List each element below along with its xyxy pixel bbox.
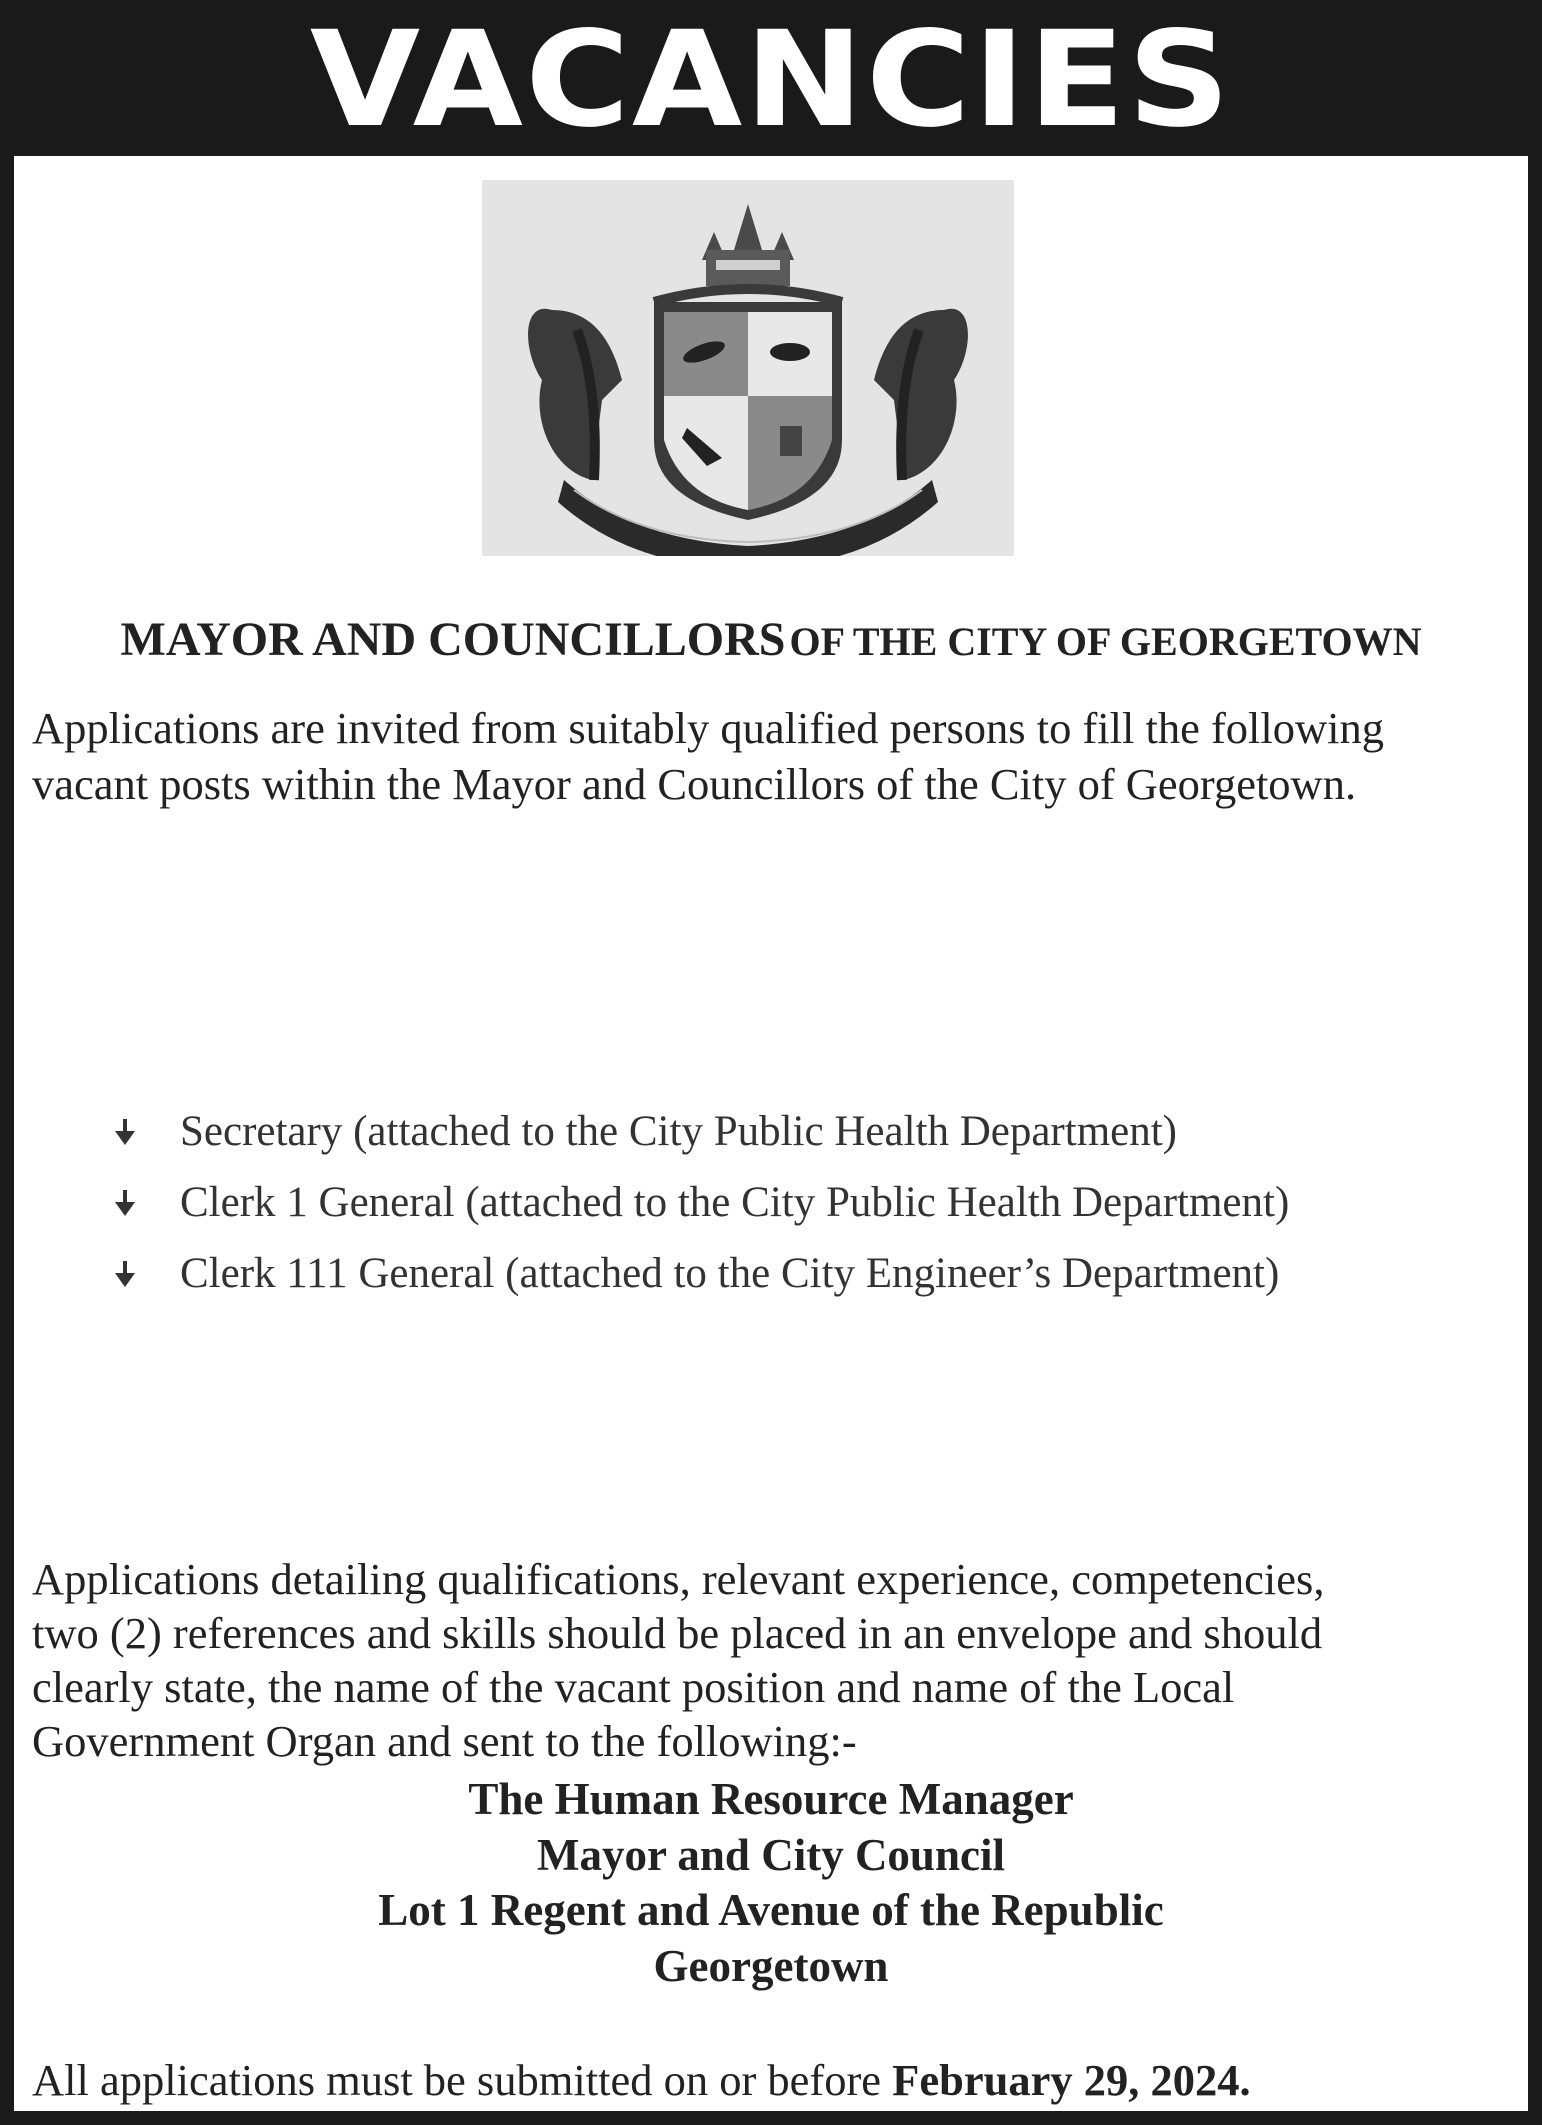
intro-line: vacant posts within the Mayor and Councillors of the City of Georgetown. [32, 759, 1357, 809]
org-heading-main: MAYOR AND COUNCILLORS [120, 613, 786, 666]
org-heading [20, 612, 1522, 667]
vacancy-item [110, 1096, 1410, 1167]
mailing-address [20, 1772, 1522, 1994]
application-details [32, 1552, 1522, 1768]
deadline-notice [32, 2052, 1522, 2108]
intro-line: Applications are invited from suitably qualified persons to fill the following [32, 703, 1385, 753]
header-bar [0, 0, 1542, 156]
crest-image [482, 180, 1014, 556]
coat-of-arms-icon [482, 180, 1014, 556]
vacancy-item [110, 1238, 1410, 1309]
intro-paragraph [32, 700, 1522, 812]
org-heading-rest: OF THE CITY OF GEORGETOWN [789, 619, 1422, 664]
address-line: Georgetown [653, 1940, 889, 1991]
deadline-date: February 29, 2024. [892, 2055, 1251, 2105]
vacancy-list [110, 1096, 1410, 1309]
deadline-prefix: All applications must be submitted on or before [32, 2055, 882, 2105]
details-line: clearly state, the name of the vacant position and name of the Local [32, 1662, 1235, 1712]
address-line: Lot 1 Regent and Avenue of the Republic [378, 1885, 1164, 1935]
vacancy-item [110, 1167, 1410, 1238]
down-arrow-bullet-icon [110, 1117, 140, 1147]
vacancy-label: Clerk 1 General (attached to the City Public Health Department) [180, 1179, 1290, 1226]
page-title: VACANCIES [309, 3, 1233, 157]
down-arrow-bullet-icon [110, 1188, 140, 1218]
vacancy-label: Clerk 111 General (attached to the City Engineer’s Department) [180, 1250, 1280, 1297]
details-line: two (2) references and skills should be placed in an envelope and should [32, 1608, 1323, 1658]
down-arrow-bullet-icon [110, 1259, 140, 1289]
details-line: Government Organ and sent to the following:- [32, 1716, 857, 1766]
details-line: Applications detailing qualifications, relevant experience, competencies, [32, 1554, 1325, 1604]
vacancy-label: Secretary (attached to the City Public Health Department) [180, 1108, 1177, 1155]
address-line: Mayor and City Council [537, 1829, 1005, 1880]
address-line: The Human Resource Manager [468, 1774, 1074, 1824]
